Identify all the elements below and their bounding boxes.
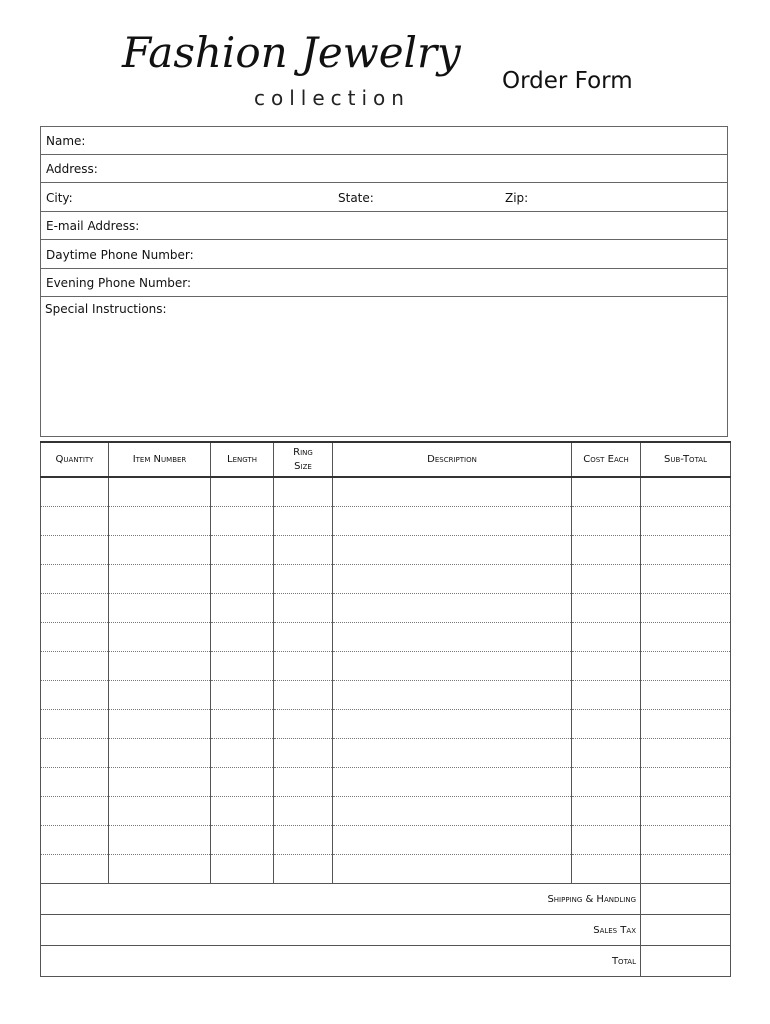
order-cell[interactable]	[641, 739, 731, 768]
order-cell[interactable]	[274, 855, 333, 884]
order-cell[interactable]	[109, 623, 211, 652]
address-row[interactable]	[41, 155, 727, 183]
order-cell[interactable]	[572, 855, 641, 884]
order-cell[interactable]	[41, 710, 109, 739]
name-label: Name:	[46, 134, 86, 148]
order-cell[interactable]	[274, 768, 333, 797]
order-cell[interactable]	[333, 507, 572, 536]
order-cell[interactable]	[572, 477, 641, 507]
form-title: Order Form	[502, 68, 633, 94]
order-cell[interactable]	[572, 507, 641, 536]
order-cell[interactable]	[109, 768, 211, 797]
order-cell[interactable]	[572, 652, 641, 681]
order-cell[interactable]	[333, 797, 572, 826]
col-description: Description	[333, 442, 572, 477]
col-cost-each: Cost Each	[572, 442, 641, 477]
order-cell[interactable]	[641, 855, 731, 884]
order-cell[interactable]	[641, 623, 731, 652]
order-cell[interactable]	[333, 477, 572, 507]
order-cell[interactable]	[41, 507, 109, 536]
order-cell[interactable]	[641, 681, 731, 710]
order-cell[interactable]	[109, 477, 211, 507]
name-row[interactable]	[41, 127, 727, 155]
table-row	[41, 739, 731, 768]
table-row	[41, 768, 731, 797]
total-value[interactable]	[641, 946, 731, 977]
order-cell[interactable]	[641, 768, 731, 797]
order-cell[interactable]	[572, 594, 641, 623]
order-cell[interactable]	[274, 710, 333, 739]
order-cell[interactable]	[109, 681, 211, 710]
order-cell[interactable]	[41, 536, 109, 565]
order-cell[interactable]	[109, 594, 211, 623]
order-cell[interactable]	[572, 681, 641, 710]
order-cell[interactable]	[211, 855, 274, 884]
city-label: City:	[46, 191, 73, 205]
order-cell[interactable]	[572, 739, 641, 768]
order-cell[interactable]	[41, 826, 109, 855]
order-cell[interactable]	[333, 594, 572, 623]
order-cell[interactable]	[274, 477, 333, 507]
order-cell[interactable]	[641, 652, 731, 681]
order-cell[interactable]	[211, 826, 274, 855]
summary-row-shipping	[41, 884, 731, 915]
order-cell[interactable]	[109, 710, 211, 739]
order-cell[interactable]	[211, 507, 274, 536]
col-quantity: Quantity	[41, 442, 109, 477]
order-cell[interactable]	[41, 594, 109, 623]
order-cell[interactable]	[274, 594, 333, 623]
table-row	[41, 477, 731, 507]
table-row	[41, 623, 731, 652]
order-cell[interactable]	[274, 565, 333, 594]
email-row[interactable]	[41, 212, 727, 240]
order-cell[interactable]	[641, 507, 731, 536]
order-cell[interactable]	[41, 768, 109, 797]
order-cell[interactable]	[572, 797, 641, 826]
order-table-header	[41, 442, 731, 477]
evening-phone-label: Evening Phone Number:	[46, 276, 192, 290]
order-cell[interactable]	[572, 623, 641, 652]
order-cell[interactable]	[109, 797, 211, 826]
table-row	[41, 652, 731, 681]
order-cell[interactable]	[274, 652, 333, 681]
order-cell[interactable]	[109, 652, 211, 681]
order-cell[interactable]	[274, 681, 333, 710]
order-cell[interactable]	[333, 681, 572, 710]
order-cell[interactable]	[109, 855, 211, 884]
special-instructions-label: Special Instructions:	[45, 302, 167, 316]
order-cell[interactable]	[641, 710, 731, 739]
summary-row-total	[41, 946, 731, 977]
table-row	[41, 507, 731, 536]
email-label: E-mail Address:	[46, 219, 140, 233]
col-ring-size: Ring Size	[274, 442, 333, 477]
col-sub-total: Sub-Total	[641, 442, 731, 477]
col-item-number: Item Number	[109, 442, 211, 477]
sales-tax-label: Sales Tax	[41, 915, 641, 946]
order-cell[interactable]	[274, 536, 333, 565]
order-cell[interactable]	[41, 855, 109, 884]
order-cell[interactable]	[572, 768, 641, 797]
order-cell[interactable]	[41, 797, 109, 826]
order-cell[interactable]	[572, 536, 641, 565]
order-cell[interactable]	[274, 797, 333, 826]
table-row	[41, 594, 731, 623]
order-cell[interactable]	[333, 768, 572, 797]
table-row	[41, 710, 731, 739]
order-cell[interactable]	[109, 739, 211, 768]
table-row	[41, 536, 731, 565]
state-label: State:	[338, 191, 374, 205]
order-cell[interactable]	[109, 565, 211, 594]
order-cell[interactable]	[333, 536, 572, 565]
order-cell[interactable]	[211, 477, 274, 507]
order-cell[interactable]	[211, 768, 274, 797]
order-cell[interactable]	[109, 826, 211, 855]
table-row	[41, 681, 731, 710]
table-row	[41, 797, 731, 826]
logo-title: Fashion Jewelry	[122, 28, 461, 77]
order-cell[interactable]	[333, 652, 572, 681]
total-label: Total	[41, 946, 641, 977]
order-cell[interactable]	[274, 826, 333, 855]
order-cell[interactable]	[333, 855, 572, 884]
order-cell[interactable]	[572, 826, 641, 855]
summary-row-tax	[41, 915, 731, 946]
order-cell[interactable]	[211, 594, 274, 623]
order-cell[interactable]	[333, 623, 572, 652]
zip-label: Zip:	[505, 191, 529, 205]
daytime-phone-label: Daytime Phone Number:	[46, 248, 194, 262]
order-cell[interactable]	[641, 594, 731, 623]
order-cell[interactable]	[41, 623, 109, 652]
order-cell[interactable]	[274, 623, 333, 652]
order-cell[interactable]	[333, 826, 572, 855]
order-cell[interactable]	[211, 710, 274, 739]
order-cell[interactable]	[333, 739, 572, 768]
shipping-handling-label: Shipping & Handling	[41, 884, 641, 915]
order-cell[interactable]	[211, 623, 274, 652]
order-cell[interactable]	[572, 565, 641, 594]
order-cell[interactable]	[572, 710, 641, 739]
order-cell[interactable]	[211, 681, 274, 710]
address-label: Address:	[46, 162, 98, 176]
order-cell[interactable]	[641, 477, 731, 507]
order-cell[interactable]	[109, 507, 211, 536]
order-cell[interactable]	[211, 565, 274, 594]
order-cell[interactable]	[641, 826, 731, 855]
order-cell[interactable]	[109, 536, 211, 565]
order-cell[interactable]	[641, 565, 731, 594]
order-cell[interactable]	[41, 477, 109, 507]
table-row	[41, 855, 731, 884]
customer-info-box	[40, 126, 728, 437]
col-length: Length	[211, 442, 274, 477]
order-cell[interactable]	[41, 681, 109, 710]
order-cell[interactable]	[41, 652, 109, 681]
order-cell[interactable]	[211, 739, 274, 768]
sales-tax-value[interactable]	[641, 915, 731, 946]
order-cell[interactable]	[274, 739, 333, 768]
table-row	[41, 826, 731, 855]
order-cell[interactable]	[333, 710, 572, 739]
order-cell[interactable]	[41, 565, 109, 594]
city-state-zip-row[interactable]	[41, 184, 727, 212]
order-cell[interactable]	[211, 536, 274, 565]
logo-subtitle: collection	[254, 86, 410, 110]
order-table	[40, 441, 731, 977]
order-cell[interactable]	[641, 536, 731, 565]
evening-phone-row[interactable]	[41, 269, 727, 297]
order-cell[interactable]	[274, 507, 333, 536]
shipping-handling-value[interactable]	[641, 884, 731, 915]
order-cell[interactable]	[41, 739, 109, 768]
order-cell[interactable]	[211, 652, 274, 681]
order-cell[interactable]	[211, 797, 274, 826]
order-cell[interactable]	[641, 797, 731, 826]
order-cell[interactable]	[333, 565, 572, 594]
table-row	[41, 565, 731, 594]
daytime-phone-row[interactable]	[41, 241, 727, 269]
